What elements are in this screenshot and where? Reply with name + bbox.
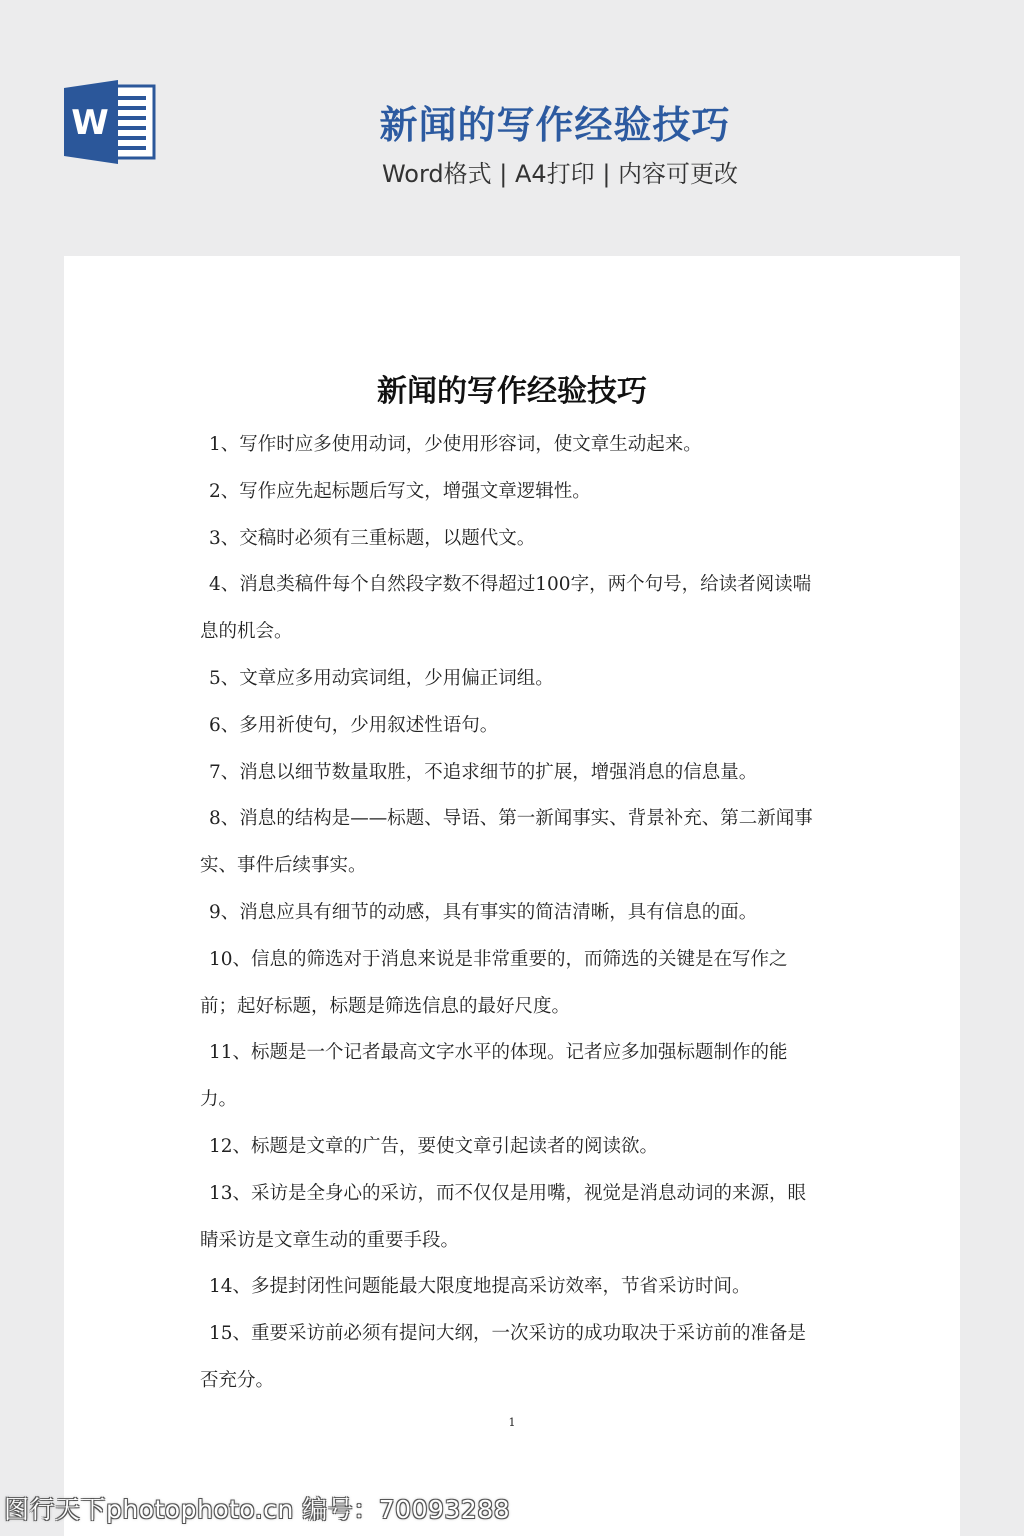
document-page [64,256,960,1536]
word-logo-letter: W [71,103,109,143]
header-subtitle: Word格式 | A4打印 | 内容可更改 [381,160,739,188]
paragraph-11: 11、标题是一个记者最高文字水平的体现。记者应多加强标题制作的能力。 [200,1042,788,1111]
paragraph-9: 9、消息应具有细节的动感，具有事实的简洁清晰，具有信息的面。 [209,901,758,923]
paragraph-6: 6、多用祈使句，少用叙述性语句。 [209,714,499,736]
paragraph-10: 10、信息的筛选对于消息来说是非常重要的，而筛选的关键是在写作之前；起好标题，标题是筛选信息的最好尺度。 [200,948,788,1017]
paragraph-8: 8、消息的结构是——标题、导语、第一新闻事实、背景补充、第二新闻事实、事件后续事实。 [200,808,813,877]
paragraph-2: 2、写作应先起标题后写文，增强文章逻辑性。 [209,480,591,502]
paragraph-7: 7、消息以细节数量取胜，不追求细节的扩展，增强消息的信息量。 [209,761,758,783]
paragraph-14: 14、多提封闭性问题能最大限度地提高采访效率，节省采访时间。 [209,1276,751,1298]
paragraph-4: 4、消息类稿件每个自然段字数不得超过100字，两个句号，给读者阅读喘息的机会。 [200,574,812,643]
header-title: 新闻的写作经验技巧 [379,103,731,147]
paragraph-1: 1、写作时应多使用动词，少使用形容词，使文章生动起来。 [209,434,702,455]
watermark-text: 图行天下photophoto.cn 编号：70093288 [4,1495,511,1524]
paragraph-13: 13、采访是全身心的采访，而不仅仅是用嘴，视觉是消息动词的来源，眼睛采访是文章生动的重要手段。 [200,1182,807,1251]
document-body [200,422,824,1405]
paragraph-3: 3、交稿时必须有三重标题，以题代文。 [209,527,536,549]
paragraph-5: 5、文章应多用动宾词组，少用偏正词组。 [209,667,554,689]
paragraph-12: 12、标题是文章的广告，要使文章引起读者的阅读欲。 [209,1135,659,1157]
paragraph-15: 15、重要采访前必须有提问大纲，一次采访的成功取决于采访前的准备是否充分。 [200,1323,807,1391]
page-number: 1 [508,1416,516,1429]
document-title: 新闻的写作经验技巧 [377,374,647,409]
